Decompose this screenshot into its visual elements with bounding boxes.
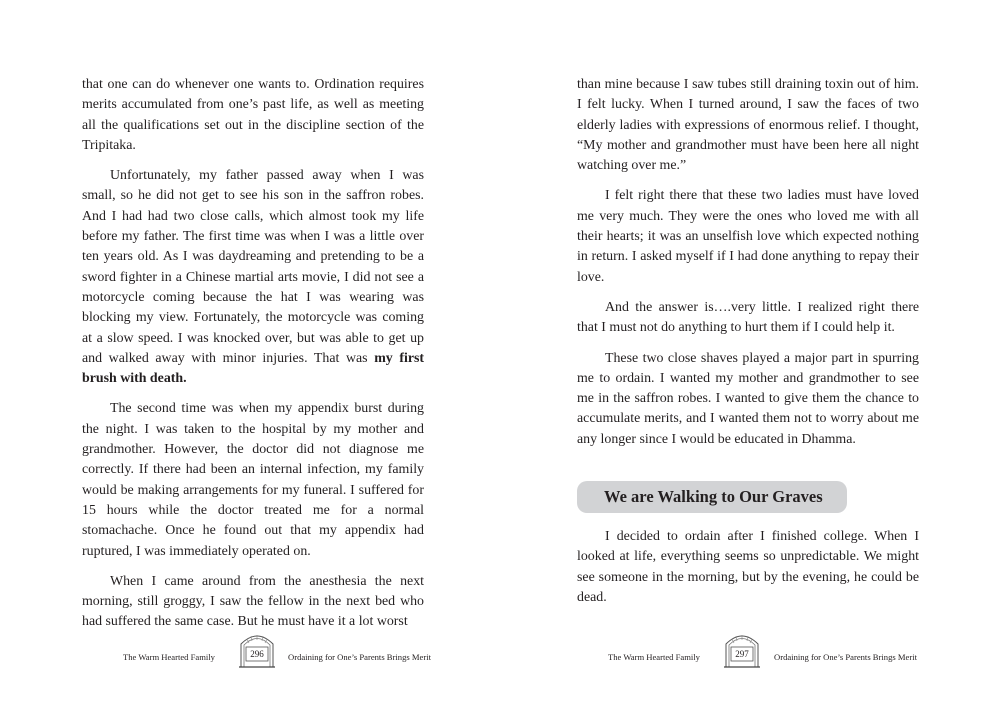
page-number-emblem bbox=[237, 630, 277, 668]
paragraph-text: Unfortunately, my father passed away when I was small, so he did not get to see his son in the saffron robes. And I had had two close calls, which almost took my life before my father. The first time was when I was a little over ten years old. As I was daydreaming and pretending to be a sword fighter in a Chinese martial arts movie, I did not see a motorcycle coming because the hat I was wearing was blocking my view. Fortunately, the motorcycle was coming at a slow speed. I was knocked over, but was able to get up and walked away with minor injuries. That was bbox=[82, 168, 424, 366]
footer-chapter-title: Ordaining for One’s Parents Brings Merit bbox=[288, 652, 431, 662]
paragraph: When I came around from the anesthesia the next morning, still groggy, I saw the fellow in the next bed who had suffered the same case. But he must have it a lot worst bbox=[82, 573, 424, 630]
bold-phrase: my first brush with death. bbox=[82, 350, 425, 387]
left-page-footer bbox=[0, 630, 500, 670]
paragraph: that one can do whenever one wants to. Ordination requires merits accumulated from one’s past life, as well as meeting all the qualifications set out in the discipline section of the Tripitaka. bbox=[82, 77, 424, 153]
paragraph: I felt right there that these two ladies must have loved me very much. They were the ones who loved me with all their hearts; it was an unselfish love which expected nothing in return. I asked myself if I had done anything to repay their love. bbox=[577, 188, 919, 285]
paragraph bbox=[82, 166, 424, 389]
page-number: 296 bbox=[250, 649, 264, 659]
right-page-body bbox=[577, 75, 919, 450]
footer-chapter-title: Ordaining for One’s Parents Brings Merit bbox=[774, 652, 917, 662]
footer-book-title: The Warm Hearted Family bbox=[608, 652, 700, 662]
paragraph: And the answer is….very little. I realized right there that I must not do anything to hurt them if I could help it. bbox=[577, 299, 919, 336]
right-page-footer bbox=[500, 630, 1000, 670]
footer-book-title: The Warm Hearted Family bbox=[123, 652, 215, 662]
left-page-body bbox=[82, 75, 424, 633]
page-number-emblem bbox=[722, 630, 762, 668]
right-page-section-body bbox=[577, 527, 919, 608]
page-number: 297 bbox=[735, 649, 749, 659]
section-heading: We are Walking to Our Graves bbox=[577, 481, 847, 513]
paragraph: than mine because I saw tubes still draining toxin out of him. I felt lucky. When I turned around, I saw the faces of two elderly ladies with expressions of enormous relief. I thought, “My mother and grandmother must have been here all night watching over me.” bbox=[577, 77, 919, 174]
right-page bbox=[500, 0, 1000, 707]
paragraph: The second time was when my appendix burst during the night. I was taken to the hospital by my mother and grandmother. However, the doctor did not diagnose me correctly. If there had been an internal infection, my family would be making arrangements for my funeral. I suffered for 15 hours while the doctor treated me for a normal stomachache. Once he found out that my appendix had ruptured, I was immediately operated on. bbox=[82, 401, 424, 559]
paragraph: These two close shaves played a major part in spurring me to ordain. I wanted my mother and grandmother to see me in the saffron robes. I wanted to give them the chance to accumulate merits, and I wanted them not to worry about me any longer since I would be educated in Dhamma. bbox=[577, 350, 919, 447]
paragraph: I decided to ordain after I finished college. When I looked at life, everything seems so unpredictable. We might see someone in the morning, but by the evening, he could be dead. bbox=[577, 529, 919, 605]
